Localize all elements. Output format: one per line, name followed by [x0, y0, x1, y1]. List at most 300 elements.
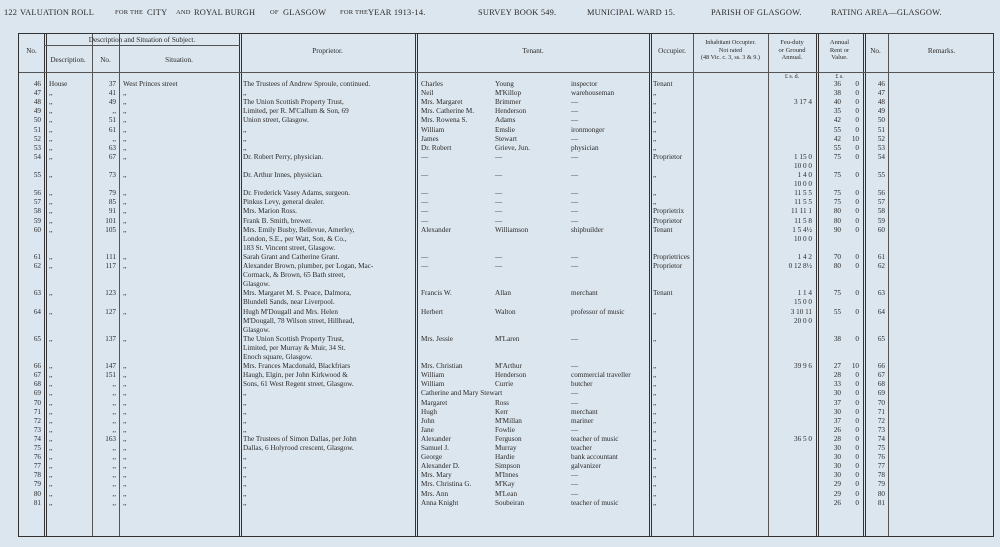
cell-no2: 55	[877, 171, 885, 179]
cell-tf: Mrs. Rowena S.	[421, 116, 468, 125]
cell-desc: ,,	[49, 262, 53, 270]
col-inhabitant-line: Inhabitant Occupier.	[705, 39, 756, 46]
cell-rp: 30	[833, 407, 841, 416]
cell-tf: Dr. Robert	[421, 143, 452, 152]
cell-feu: 1 4 2	[797, 252, 812, 261]
table-row	[19, 226, 995, 235]
cell-prop: ,,	[243, 134, 247, 143]
table-row	[19, 417, 995, 426]
cell-occ: ,,	[653, 444, 657, 452]
cell-prop: 183 St. Vincent street, Glasgow.	[243, 243, 336, 252]
cell-ts: —	[495, 189, 503, 198]
cell-tocc: —	[571, 262, 579, 270]
cell-desc: ,,	[49, 362, 53, 371]
cell-tocc: bank accountant	[571, 453, 618, 462]
cell-occ: ,,	[653, 362, 657, 371]
cell-occ: ,,	[653, 407, 657, 416]
cell-tf: —	[421, 171, 429, 179]
cell-feu: 3 10 11	[790, 307, 812, 316]
cell-ts: Henderson	[495, 371, 527, 380]
cell-tf: William	[421, 125, 445, 134]
cell-prop: ,,	[243, 389, 247, 398]
cell-num: 91	[108, 207, 116, 216]
cell-prop: ,,	[243, 471, 247, 480]
col-desc-group: Description and Situation of Subject.	[88, 36, 196, 44]
cell-desc: ,,	[49, 189, 53, 198]
cell-rp: 35	[833, 107, 841, 116]
cell-no2: 64	[877, 307, 885, 316]
cell-num: 67	[108, 152, 116, 161]
cell-sit: ,,	[123, 425, 127, 434]
cell-rs: 0	[855, 398, 859, 407]
cell-rp: 75	[833, 198, 841, 207]
cell-prop: Mrs. Margaret M. S. Peace, Dalmora,	[243, 289, 352, 298]
cell-no2: 73	[877, 425, 885, 434]
cell-feu: 1 4 0	[797, 171, 812, 179]
cell-feu: 11 5 8	[794, 216, 812, 225]
cell-num: 61	[108, 125, 116, 134]
cell-rp: 55	[833, 125, 841, 134]
cell-feu: 0 12 8½	[788, 262, 812, 270]
cell-rs: 0	[855, 444, 859, 452]
cell-tocc: —	[571, 471, 579, 480]
cell-num: ,,	[112, 416, 116, 425]
cell-prop: Hugh M'Dougall and Mrs. Helen	[243, 307, 338, 316]
cell-tocc: —	[571, 489, 579, 498]
cell-tocc: merchant	[571, 407, 598, 416]
cell-rs: 0	[855, 434, 859, 443]
cell-prop: The Union Scottish Property Trust,	[243, 334, 344, 343]
cell-ts: M'Innes	[495, 471, 519, 480]
cell-no2: 66	[877, 362, 885, 371]
table-row	[19, 180, 995, 189]
table-row	[19, 389, 995, 398]
cell-ts: Ross	[495, 398, 509, 407]
table-row	[19, 189, 995, 198]
col-rent-line: Annual	[829, 39, 850, 46]
cell-occ: ,,	[653, 171, 657, 179]
cell-tocc: shipbuilder	[571, 225, 604, 234]
table-row	[19, 80, 995, 89]
cell-num: ,,	[112, 480, 116, 489]
cell-num: ,,	[112, 389, 116, 398]
cell-desc: ,,	[49, 134, 53, 143]
cell-tf: Mrs. Christian	[421, 362, 463, 371]
col-feu-line: Feu-duty	[780, 39, 804, 46]
title-part: ROYAL BURGH	[194, 8, 256, 17]
cell-ts: M'Laren	[495, 334, 520, 343]
cell-num: ,,	[112, 489, 116, 498]
cell-rp: 29	[833, 489, 841, 498]
cell-no: 55	[33, 171, 41, 179]
cell-num: 151	[105, 371, 116, 380]
table-row	[19, 471, 995, 480]
table-row	[19, 480, 995, 489]
cell-tocc: inspector	[571, 80, 598, 88]
survey-book: SURVEY BOOK 549.	[478, 8, 557, 17]
col-annual-rent	[816, 39, 863, 62]
cell-feu: 11 11 1	[790, 207, 812, 216]
cell-tocc: —	[571, 207, 579, 216]
cell-prop: Dallas, 6 Holyrood crescent, Glasgow.	[243, 444, 354, 452]
cell-tf: Samuel J.	[421, 444, 449, 452]
cell-rp: 29	[833, 480, 841, 489]
cell-rs: 0	[855, 189, 859, 198]
cell-tocc: —	[571, 398, 579, 407]
cell-rs: 0	[855, 489, 859, 498]
cell-rs: 0	[855, 334, 859, 343]
cell-sit: ,,	[123, 462, 127, 471]
cell-sit: ,,	[123, 407, 127, 416]
cell-tocc: butcher	[571, 380, 593, 389]
table-row	[19, 426, 995, 435]
cell-rp: 33	[833, 380, 841, 389]
cell-rp: 26	[833, 425, 841, 434]
cell-prop: ,,	[243, 489, 247, 498]
cell-ts: M'Lean	[495, 489, 518, 498]
cell-occ: ,,	[653, 134, 657, 143]
cell-feu: 3 17 4	[794, 98, 812, 107]
cell-rs: 0	[855, 207, 859, 216]
col-feu-units: £ s. d.	[784, 74, 800, 80]
cell-prop: Dr. Arthur Innes, physician.	[243, 171, 323, 179]
table-row	[19, 126, 995, 135]
cell-ts: Henderson	[495, 107, 527, 116]
cell-prop: The Trustees of Simon Dallas, per John	[243, 434, 357, 443]
table-row	[19, 253, 995, 262]
cell-no: 75	[33, 444, 41, 452]
cell-no2: 62	[877, 262, 885, 270]
cell-tocc: physician	[571, 143, 599, 152]
cell-ts: Stewart	[495, 134, 517, 143]
cell-ts: Williamson	[495, 225, 529, 234]
cell-num: 37	[108, 80, 116, 88]
cell-desc: ,,	[49, 453, 53, 462]
cell-tf: Anna Knight	[421, 498, 459, 507]
cell-tf: Herbert	[421, 307, 443, 316]
cell-no2: 75	[877, 444, 885, 452]
cell-ts: Young	[495, 80, 514, 88]
cell-num: 137	[105, 334, 116, 343]
table-row	[19, 326, 995, 335]
cell-ts: M'Arthur	[495, 362, 522, 371]
cell-occ: Proprietor	[653, 216, 683, 225]
table-row	[19, 317, 995, 326]
cell-feu: 11 5 5	[794, 189, 812, 198]
cell-sit: ,,	[123, 434, 127, 443]
cell-feu: 10 0 0	[794, 180, 812, 189]
cell-rp: 55	[833, 307, 841, 316]
cell-tocc: ironmonger	[571, 125, 605, 134]
col-inhabitant-line: Not rated	[718, 46, 743, 54]
cell-feu: 39 9 6	[794, 362, 812, 371]
cell-no: 70	[33, 398, 41, 407]
cell-num: 73	[108, 171, 116, 179]
cell-prop: ,,	[243, 498, 247, 507]
cell-num: 105	[105, 225, 116, 234]
cell-occ: ,,	[653, 434, 657, 443]
cell-no: 60	[33, 225, 41, 234]
title-part: CITY	[147, 8, 168, 17]
cell-ts: Hardie	[495, 453, 515, 462]
table-row	[19, 453, 995, 462]
cell-rs: 0	[855, 225, 859, 234]
cell-tf: Mrs. Mary	[421, 471, 452, 480]
cell-rs: 0	[855, 371, 859, 380]
cell-occ: ,,	[653, 489, 657, 498]
cell-ts: Soubeiran	[495, 498, 525, 507]
cell-desc: ,,	[49, 307, 53, 316]
cell-no: 50	[33, 116, 41, 125]
cell-tf: Francis W.	[421, 289, 452, 298]
cell-no: 63	[33, 289, 41, 298]
cell-num: 85	[108, 198, 116, 207]
cell-tf: James	[421, 134, 439, 143]
cell-tf: Alexander	[421, 225, 451, 234]
table-row	[19, 499, 995, 508]
cell-rs: 0	[855, 462, 859, 471]
cell-prop: ,,	[243, 89, 247, 98]
cell-no: 74	[33, 434, 41, 443]
table-row	[19, 107, 995, 116]
cell-occ: Tenant	[653, 80, 673, 88]
col-no2: No.	[100, 56, 111, 64]
cell-num: 117	[105, 262, 116, 270]
cell-ts: M'Killop	[495, 89, 522, 98]
cell-no2: 70	[877, 398, 885, 407]
cell-no2: 72	[877, 416, 885, 425]
cell-desc: ,,	[49, 98, 53, 107]
cell-rs: 0	[855, 125, 859, 134]
cell-tf: Mrs. Ann	[421, 489, 449, 498]
cell-rs: 0	[855, 407, 859, 416]
cell-no: 81	[33, 498, 41, 507]
cell-feu: 11 5 5	[794, 198, 812, 207]
cell-sit: ,,	[123, 125, 127, 134]
table-row	[19, 171, 995, 180]
cell-desc: ,,	[49, 425, 53, 434]
cell-num: 63	[108, 143, 116, 152]
cell-ts: M'Kay	[495, 480, 515, 489]
cell-tocc: —	[571, 334, 579, 343]
cell-ts: Emslie	[495, 125, 515, 134]
title-part: AND	[176, 9, 191, 16]
table-row	[19, 89, 995, 98]
table-row	[19, 435, 995, 444]
cell-prop: Limited, per Murray & Muir, 34 St.	[243, 343, 346, 352]
cell-occ: ,,	[653, 89, 657, 98]
cell-desc: ,,	[49, 371, 53, 380]
cell-no: 66	[33, 362, 41, 371]
cell-prop: Glasgow.	[243, 280, 270, 289]
cell-sit: ,,	[123, 362, 127, 371]
cell-no2: 53	[877, 143, 885, 152]
cell-tf: —	[421, 216, 429, 225]
cell-no: 56	[33, 189, 41, 198]
cell-no: 73	[33, 425, 41, 434]
cell-ts: Fowlie	[495, 425, 515, 434]
cell-prop: ,,	[243, 453, 247, 462]
cell-ts: M'Millan	[495, 416, 522, 425]
cell-prop: ,,	[243, 480, 247, 489]
cell-prop: ,,	[243, 398, 247, 407]
cell-no2: 59	[877, 216, 885, 225]
cell-ts: Adams	[495, 116, 516, 125]
cell-tocc: —	[571, 98, 579, 107]
cell-tocc: warehouseman	[571, 89, 615, 98]
cell-num: ,,	[112, 498, 116, 507]
cell-rs: 0	[855, 498, 859, 507]
cell-tf: Mrs. Christina G.	[421, 480, 472, 489]
cell-occ: ,,	[653, 498, 657, 507]
cell-rp: 42	[833, 116, 841, 125]
cell-num: ,,	[112, 471, 116, 480]
cell-occ: ,,	[653, 462, 657, 471]
cell-desc: ,,	[49, 143, 53, 152]
cell-no: 67	[33, 371, 41, 380]
cell-num: 163	[105, 434, 116, 443]
cell-rs: 0	[855, 307, 859, 316]
cell-occ: ,,	[653, 116, 657, 125]
cell-sit: ,,	[123, 453, 127, 462]
title-part: FOR THE	[115, 9, 144, 16]
cell-occ: ,,	[653, 334, 657, 343]
cell-rp: 55	[833, 143, 841, 152]
cell-rp: 75	[833, 189, 841, 198]
cell-prop: Limited, per R. M'Callum & Son, 69	[243, 107, 349, 116]
cell-no2: 57	[877, 198, 885, 207]
cell-desc: ,,	[49, 444, 53, 452]
cell-tf: Charles	[421, 80, 443, 88]
cell-no2: 78	[877, 471, 885, 480]
cell-occ: ,,	[653, 107, 657, 116]
cell-tf: —	[421, 262, 429, 270]
cell-sit: ,,	[123, 371, 127, 380]
cell-prop: Blundell Sands, near Liverpool.	[243, 298, 335, 307]
cell-occ: ,,	[653, 198, 657, 207]
cell-sit: ,,	[123, 107, 127, 116]
cell-tocc: —	[571, 107, 579, 116]
cell-occ: ,,	[653, 189, 657, 198]
cell-prop: The Trustees of Andrew Sproule, continued.	[243, 80, 371, 88]
municipal-ward: MUNICIPAL WARD 15.	[587, 8, 676, 17]
cell-rp: 30	[833, 471, 841, 480]
cell-occ: ,,	[653, 416, 657, 425]
cell-no: 51	[33, 125, 41, 134]
cell-tocc: —	[571, 171, 579, 179]
table-row	[19, 399, 995, 408]
cell-ts: Walton	[495, 307, 516, 316]
cell-desc: ,,	[49, 207, 53, 216]
cell-feu: 1 15 0	[794, 152, 812, 161]
cell-rp: 80	[833, 207, 841, 216]
cell-prop: Haugh, Elgin, per John Kirkwood &	[243, 371, 348, 380]
table-row	[19, 444, 995, 453]
table-row	[19, 153, 995, 162]
col-occupier: Occupier.	[658, 47, 686, 55]
cell-no: 47	[33, 89, 41, 98]
cell-tf: George	[421, 453, 443, 462]
cell-occ: ,,	[653, 425, 657, 434]
col-feu-line: or Ground	[778, 46, 806, 54]
cell-rs: 0	[855, 107, 859, 116]
cell-no2: 49	[877, 107, 885, 116]
cell-desc: ,,	[49, 489, 53, 498]
cell-sit: ,,	[123, 444, 127, 452]
cell-rp: 70	[833, 252, 841, 261]
cell-no2: 80	[877, 489, 885, 498]
cell-rs: 0	[855, 143, 859, 152]
table-row	[19, 362, 995, 371]
cell-occ: ,,	[653, 125, 657, 134]
cell-prop: London, S.E., per Watt, Son, & Co.,	[243, 234, 347, 243]
cell-no2: 52	[877, 134, 885, 143]
table-row	[19, 380, 995, 389]
cell-feu: 1 5 4½	[792, 225, 812, 234]
cell-desc: ,,	[49, 471, 53, 480]
cell-sit: ,,	[123, 198, 127, 207]
cell-tocc: teacher of music	[571, 498, 619, 507]
cell-no2: 61	[877, 252, 885, 261]
cell-no: 69	[33, 389, 41, 398]
cell-num: 123	[105, 289, 116, 298]
cell-num: ,,	[112, 453, 116, 462]
cell-tf: —	[421, 198, 429, 207]
cell-prop: Sarah Grant and Catherine Grant.	[243, 252, 340, 261]
cell-prop: M'Dougall, 78 Wilson street, Hillhead,	[243, 316, 355, 325]
cell-rs: 0	[855, 152, 859, 161]
cell-num: 79	[108, 189, 116, 198]
cell-ts: —	[495, 198, 503, 207]
cell-rp: 75	[833, 152, 841, 161]
cell-num: ,,	[112, 407, 116, 416]
table-row	[19, 244, 995, 253]
cell-sit: ,,	[123, 98, 127, 107]
cell-occ: ,,	[653, 371, 657, 380]
cell-ts: —	[495, 207, 503, 216]
cell-tf: Hugh	[421, 407, 437, 416]
col-no3: No.	[870, 47, 881, 55]
cell-no2: 68	[877, 380, 885, 389]
cell-rs: 10	[851, 134, 859, 143]
cell-rs: 0	[855, 453, 859, 462]
cell-rs: 0	[855, 416, 859, 425]
cell-tocc: teacher of music	[571, 434, 619, 443]
cell-ts: Currie	[495, 380, 514, 389]
cell-prop: Cormack, & Brown, 65 Bath street,	[243, 271, 346, 280]
cell-desc: ,,	[49, 116, 53, 125]
cell-ts: Grieve, Jun.	[495, 143, 530, 152]
cell-desc: ,,	[49, 289, 53, 298]
col-inhabitant-line: (48 Vic. c. 3, ss. 3 & 9.)	[701, 54, 760, 61]
cell-sit: ,,	[123, 116, 127, 125]
cell-prop: Sons, 61 West Regent street, Glasgow.	[243, 380, 354, 389]
cell-ts: Allan	[495, 289, 511, 298]
cell-sit: West Princes street	[123, 80, 178, 88]
cell-no: 80	[33, 489, 41, 498]
cell-feu: 10 0 0	[794, 161, 812, 170]
cell-sit: ,,	[123, 134, 127, 143]
cell-no: 49	[33, 107, 41, 116]
table-row	[19, 262, 995, 271]
cell-occ: Proprietrix	[653, 207, 685, 216]
cell-desc: House	[49, 80, 68, 88]
cell-desc: ,,	[49, 480, 53, 489]
cell-tf: Margaret	[421, 398, 448, 407]
cell-no2: 74	[877, 434, 885, 443]
cell-tf: —	[421, 189, 429, 198]
cell-tocc: galvanizer	[571, 462, 601, 471]
